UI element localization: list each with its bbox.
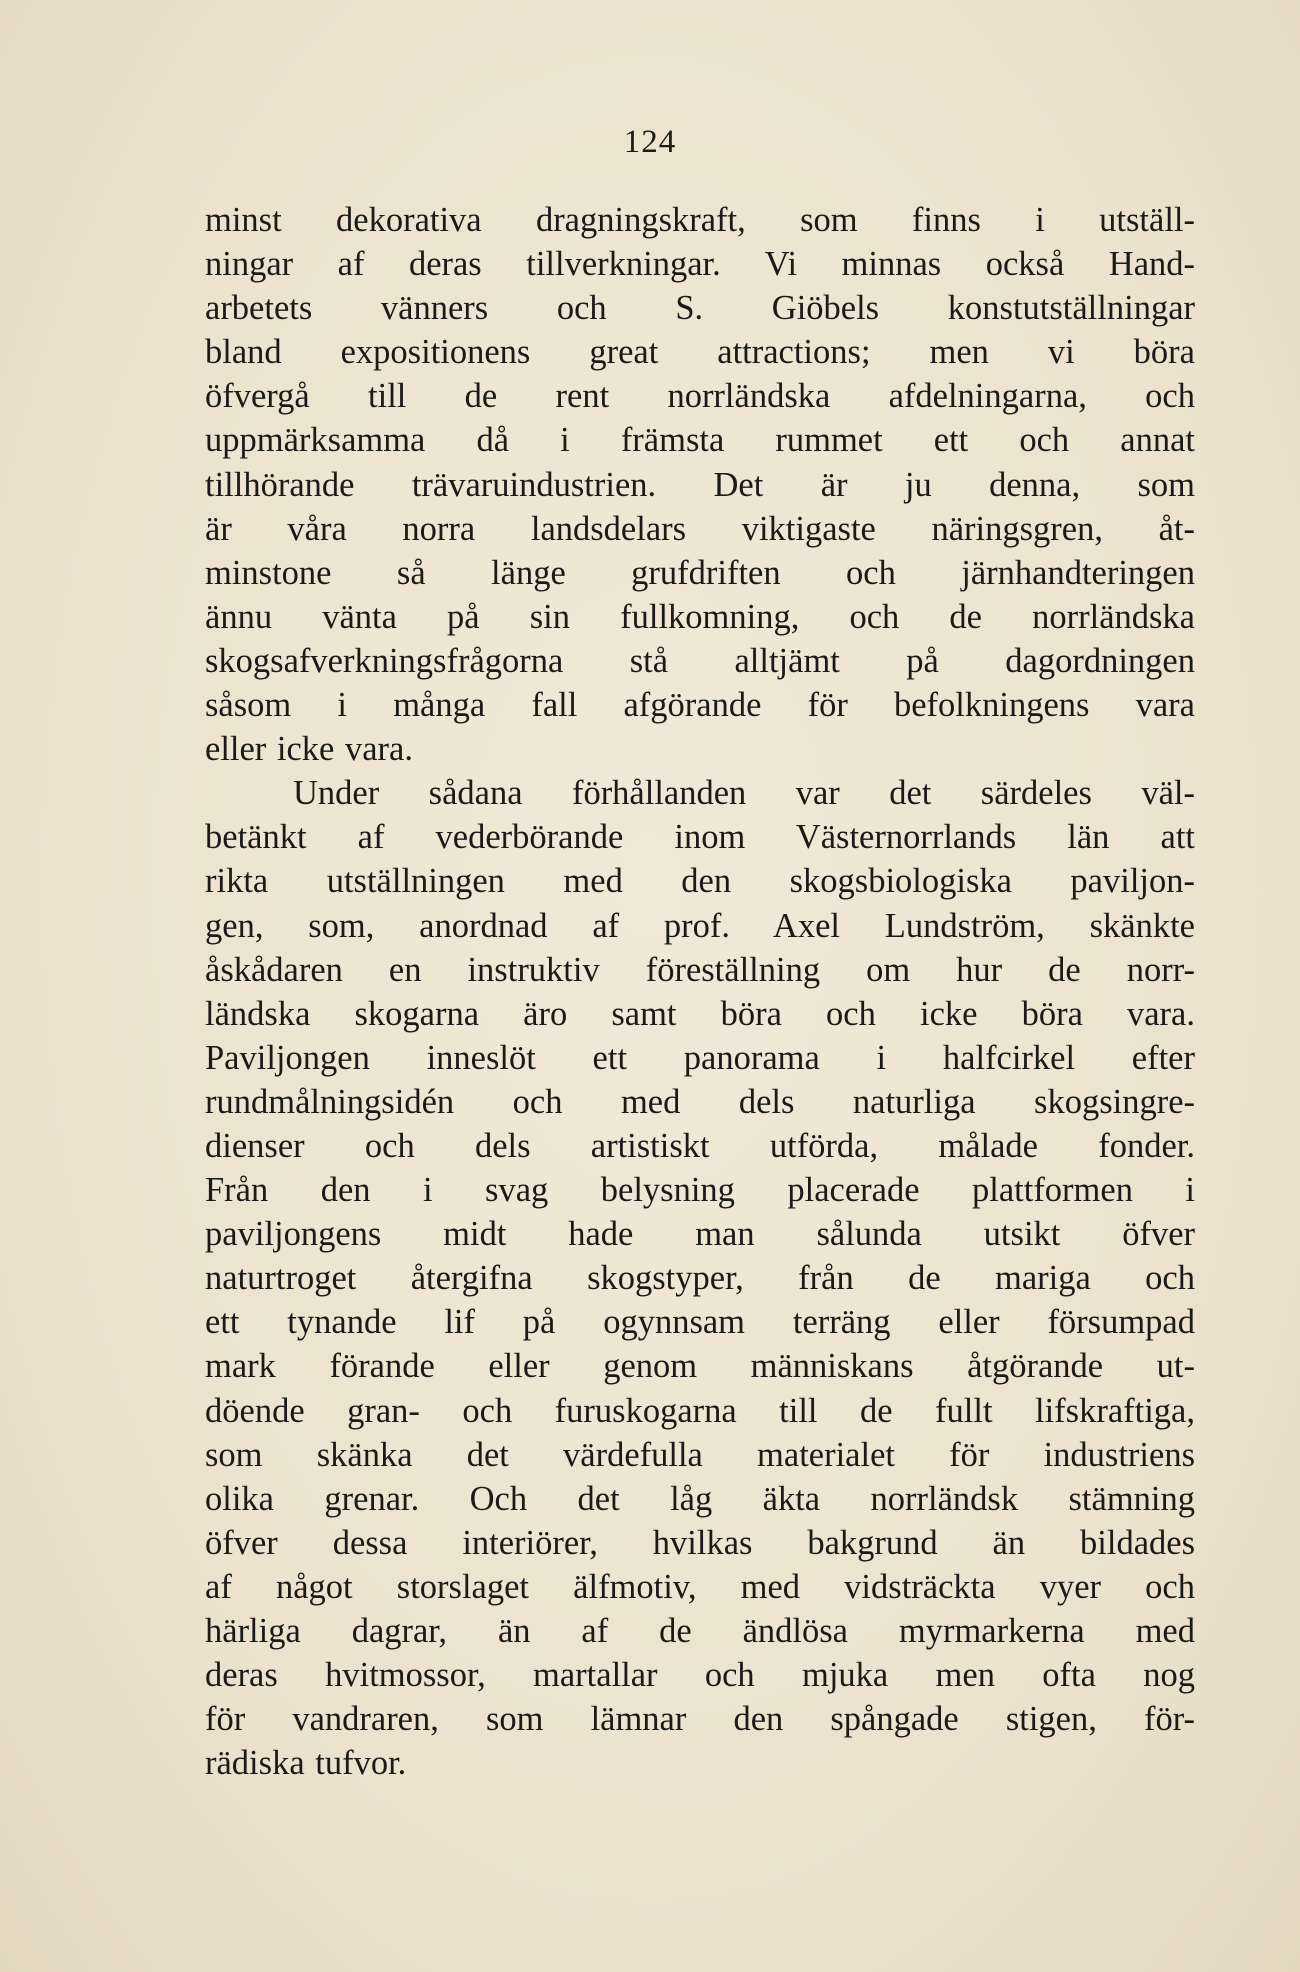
text-line: döende gran- och furuskogarna till de fullt lifskraftiga, bbox=[205, 1391, 1195, 1430]
text-line: gen, som, anordnad af prof. Axel Lundström, skänkte bbox=[205, 906, 1195, 945]
text-line: Paviljongen inneslöt ett panorama i halfcirkel efter bbox=[205, 1038, 1195, 1077]
text-line: Från den i svag belysning placerade plattformen i bbox=[205, 1171, 1195, 1210]
text-line: rädiska tufvor. bbox=[205, 1744, 407, 1783]
text-line: arbetets vänners och S. Giöbels konstutställningar bbox=[205, 289, 1195, 328]
body-text bbox=[205, 198, 1195, 1785]
text-line: rundmålningsidén och med dels naturliga skogsingre- bbox=[205, 1082, 1195, 1121]
text-line: ländska skogarna äro samt böra och icke böra vara. bbox=[205, 994, 1195, 1033]
text-line: uppmärksamma då i främsta rummet ett och annat bbox=[205, 421, 1195, 460]
text-line: härliga dagrar, än af de ändlösa myrmarkerna med bbox=[205, 1612, 1195, 1650]
text-line: öfver dessa interiörer, hvilkas bakgrund än bildades bbox=[205, 1523, 1195, 1562]
text-line: Under sådana förhållanden var det särdeles väl- bbox=[293, 774, 1195, 813]
text-line: minstone så länge grufdriften och järnhandteringen bbox=[205, 553, 1195, 592]
text-line: skogsafverkningsfrågorna stå alltjämt på dagordningen bbox=[205, 641, 1195, 680]
page-number: 124 bbox=[623, 124, 677, 160]
text-line: ningar af deras tillverkningar. Vi minnas också Hand- bbox=[205, 245, 1195, 284]
text-line: är våra norra landsdelars viktigaste näringsgren, åt- bbox=[205, 509, 1195, 548]
text-line: dienser och dels artistiskt utförda, målade fonder. bbox=[205, 1126, 1195, 1165]
text-line: åskådaren en instruktiv föreställning om hur de norr- bbox=[205, 950, 1195, 989]
text-line: olika grenar. Och det låg äkta norrländsk stämning bbox=[205, 1479, 1195, 1518]
text-line: betänkt af vederbörande inom Västernorrlands län att bbox=[205, 818, 1195, 857]
text-line: bland expositionens great attractions; men vi böra bbox=[205, 333, 1195, 372]
text-line: naturtroget återgifna skogstyper, från de mariga och bbox=[205, 1259, 1195, 1298]
text-line: ännu vänta på sin fullkomning, och de norrländska bbox=[205, 597, 1195, 636]
text-line: minst dekorativa dragningskraft, som finns i utställ- bbox=[205, 201, 1195, 239]
text-line: ett tynande lif på ogynnsam terräng eller försumpad bbox=[205, 1303, 1195, 1342]
text-line: såsom i många fall afgörande för befolkningens vara bbox=[205, 686, 1195, 725]
text-line: paviljongens midt hade man sålunda utsikt öfver bbox=[205, 1215, 1195, 1254]
text-line: som skänka det värdefulla materialet för industriens bbox=[205, 1435, 1195, 1474]
text-line: mark förande eller genom människans åtgörande ut- bbox=[205, 1347, 1195, 1386]
text-line: för vandraren, som lämnar den spångade stigen, för- bbox=[205, 1700, 1195, 1739]
text-line: rikta utställningen med den skogsbiologiska paviljon- bbox=[205, 862, 1195, 901]
text-line: deras hvitmossor, martallar och mjuka men ofta nog bbox=[205, 1656, 1195, 1695]
text-line: eller icke vara. bbox=[205, 730, 413, 769]
text-line: tillhörande trävaruindustrien. Det är ju denna, som bbox=[205, 465, 1195, 504]
text-line: öfvergå till de rent norrländska afdelningarna, och bbox=[205, 377, 1195, 416]
text-line: af något storslaget älfmotiv, med vidsträckta vyer och bbox=[205, 1567, 1195, 1606]
